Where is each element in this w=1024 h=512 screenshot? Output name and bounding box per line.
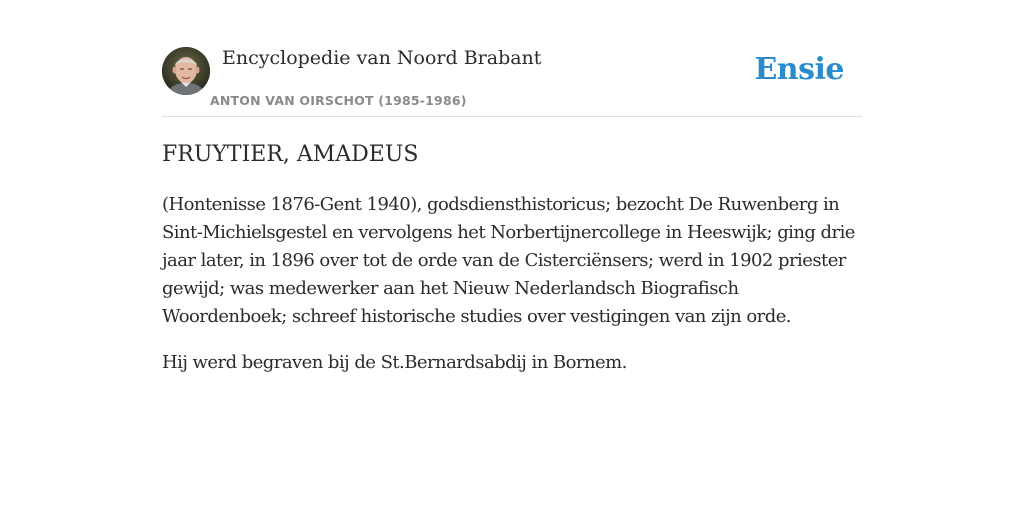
page-header bbox=[162, 46, 862, 117]
ensie-logo-link[interactable]: Ensie bbox=[754, 52, 844, 87]
entry-paragraph: Hij werd begraven bij de St.Bernardsabdij in Bornem. bbox=[162, 352, 627, 373]
encyclopedia-title-link[interactable]: Encyclopedie van Noord Brabant bbox=[222, 47, 542, 69]
entry-content bbox=[162, 140, 862, 377]
author-byline: ANTON VAN OIRSCHOT (1985-1986) bbox=[210, 93, 467, 108]
entry-paragraph: (Hontenisse 1876-Gent 1940), godsdiensthistoricus; bezocht De Ruwenberg in Sint-Michielsgestel en vervolgens het Norbertijnercollege in Heeswijk; ging drie jaar later, in 1896 over tot de orde van de Cisterciënsers; werd in 1902 priester gewijd; was medewerker aan het Nieuw Nederlandsch Biografisch Woordenboek; schreef historische studies over vestigingen van zijn orde. bbox=[162, 194, 855, 327]
author-avatar[interactable] bbox=[162, 47, 210, 95]
author-portrait-icon bbox=[162, 47, 210, 95]
entry-title: FRUYTIER, AMADEUS bbox=[162, 142, 419, 167]
